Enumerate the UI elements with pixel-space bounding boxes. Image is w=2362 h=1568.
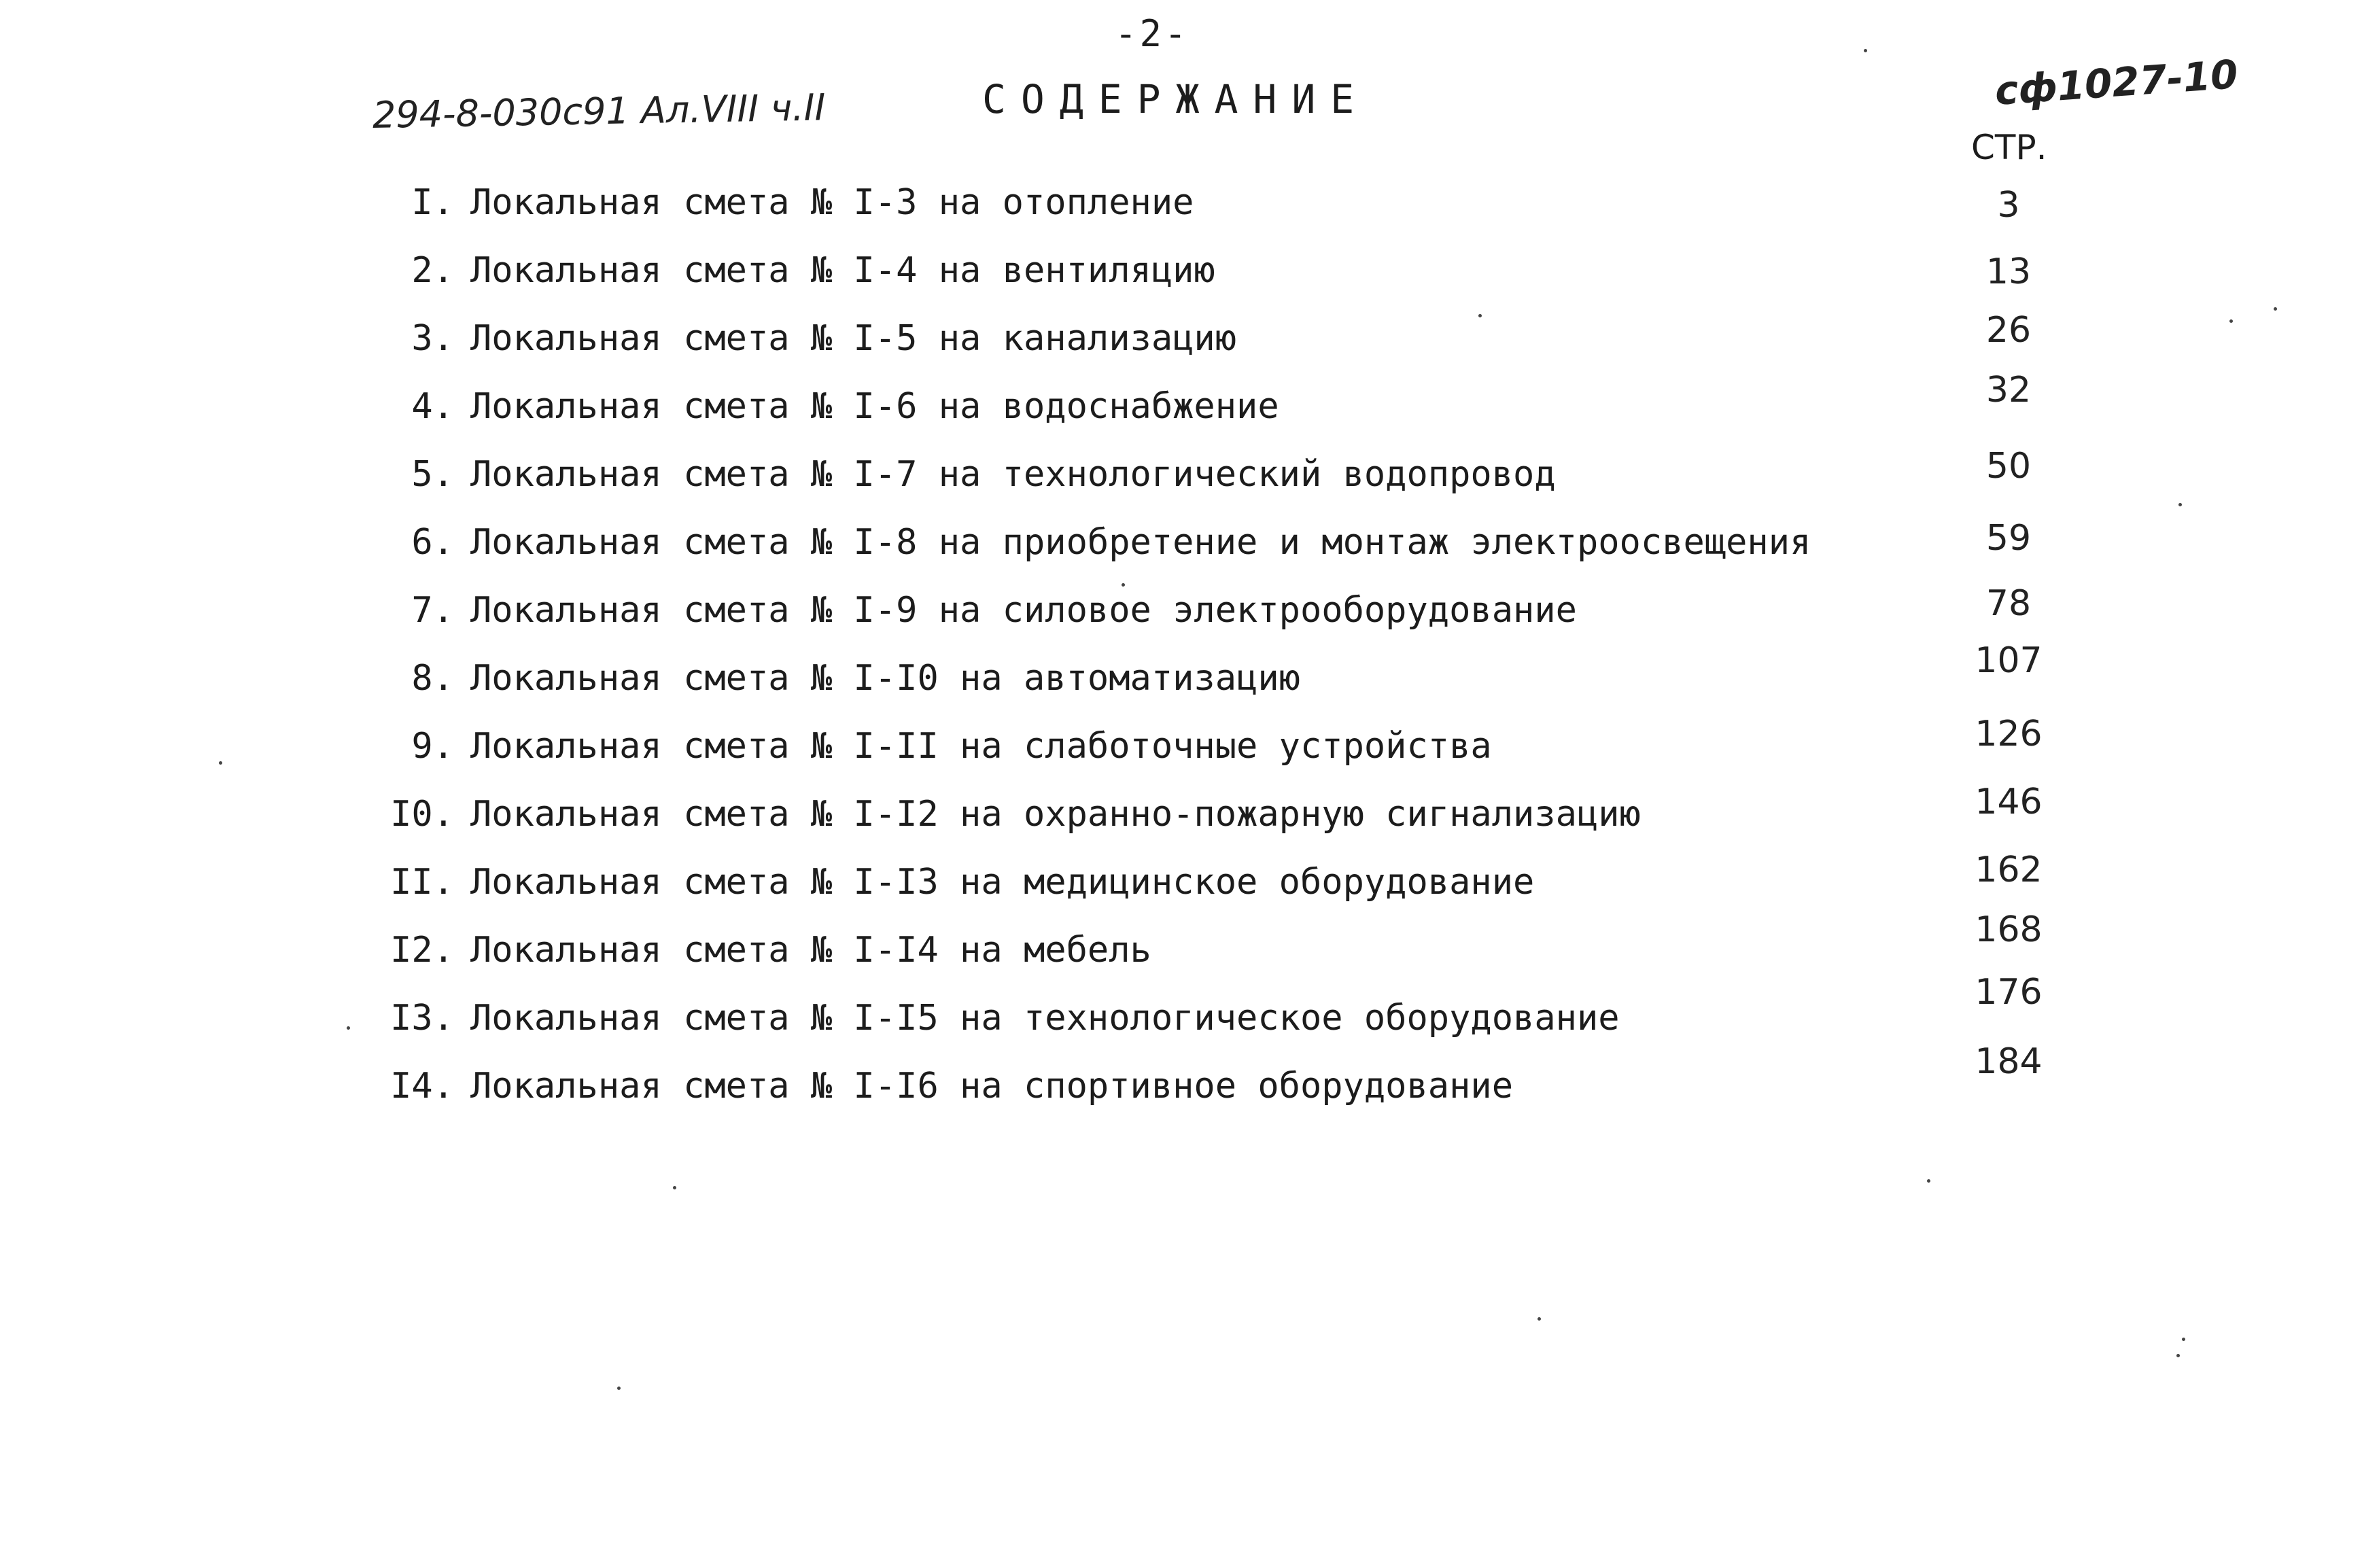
toc-item-text: Локальная смета № I-3 на отопление [470, 182, 1194, 223]
toc-item [372, 182, 1868, 250]
page-reference: 126 [1975, 714, 2043, 754]
page-reference: 168 [1975, 909, 2043, 950]
page-reference: 3 [1997, 185, 2020, 226]
scan-speck [673, 1186, 676, 1189]
toc-item-number: I3. [390, 998, 454, 1039]
toc-item-number: I. [411, 182, 454, 223]
toc-item-text: Локальная смета № I-6 на водоснабжение [470, 386, 1279, 427]
page-reference: 162 [1975, 850, 2043, 890]
scan-speck [2229, 319, 2233, 323]
page-reference-column [1958, 0, 2066, 1568]
toc-item [372, 386, 1868, 454]
toc-item-number: I4. [390, 1066, 454, 1107]
scan-speck [219, 761, 222, 765]
toc-item-number: I0. [390, 794, 454, 835]
toc-item-number: 2. [411, 250, 454, 291]
scan-speck [1927, 1179, 1930, 1183]
toc-item [372, 318, 1868, 386]
toc-item [372, 658, 1868, 726]
toc-item [372, 794, 1868, 862]
page-reference: 13 [1985, 251, 2032, 292]
toc-item-text: Локальная смета № I-4 на вентиляцию [470, 250, 1215, 291]
scan-speck [347, 1026, 350, 1030]
page-reference: 59 [1985, 518, 2032, 559]
table-of-contents [372, 182, 1868, 1134]
toc-item-number: 4. [411, 386, 454, 427]
scan-speck [617, 1387, 621, 1390]
page-column-header: СТР. [1971, 128, 2047, 167]
page-reference: 32 [1985, 370, 2032, 411]
page-reference: 78 [1985, 583, 2032, 624]
toc-item-number: 3. [411, 318, 454, 359]
toc-item-text: Локальная смета № I-9 на силовое электрооборудование [470, 590, 1577, 631]
toc-item-text: Локальная смета № I-I2 на охранно-пожарную сигнализацию [470, 794, 1641, 835]
page-number: -2- [1115, 12, 1189, 55]
handwritten-doc-code: 294-8-030с91 Ал.VIII ч.II [372, 86, 826, 137]
toc-item-number: 8. [411, 658, 454, 699]
scan-speck [1538, 1317, 1541, 1321]
toc-item-text: Локальная смета № I-II на слаботочные устройства [470, 726, 1492, 767]
scan-speck [1122, 583, 1125, 587]
page-reference: 107 [1975, 640, 2043, 681]
toc-item-text: Локальная смета № I-I3 на медицинское оборудование [470, 862, 1535, 903]
toc-item-text: Локальная смета № I-I5 на технологическое оборудование [470, 998, 1620, 1039]
toc-item-number: 6. [411, 522, 454, 563]
toc-item-number: I2. [390, 930, 454, 971]
page-reference: 26 [1985, 310, 2032, 351]
handwritten-archive-code: сф1027-10 [1993, 51, 2240, 114]
toc-item [372, 1066, 1868, 1134]
toc-item-text: Локальная смета № I-I4 на мебель [470, 930, 1151, 971]
toc-item [372, 726, 1868, 794]
page-reference: 146 [1975, 782, 2043, 822]
scan-speck [2182, 1338, 2185, 1341]
toc-item [372, 522, 1868, 590]
toc-item [372, 930, 1868, 998]
toc-item-number: II. [390, 862, 454, 903]
toc-item-text: Локальная смета № I-7 на технологический водопровод [470, 454, 1556, 495]
toc-item-text: Локальная смета № I-8 на приобретение и монтаж электроосвещения [470, 522, 1811, 563]
page-reference: 184 [1975, 1041, 2043, 1082]
scan-speck [2274, 307, 2277, 311]
toc-item [372, 590, 1868, 658]
page-title: СОДЕРЖАНИЕ [982, 76, 1370, 122]
toc-item-number: 9. [411, 726, 454, 767]
scan-speck [2176, 1354, 2180, 1357]
toc-item-text: Локальная смета № I-I6 на спортивное оборудование [470, 1066, 1514, 1107]
toc-item-text: Локальная смета № I-5 на канализацию [470, 318, 1237, 359]
toc-item-number: 5. [411, 454, 454, 495]
scan-speck [1864, 49, 1867, 52]
page-reference: 50 [1985, 446, 2032, 487]
toc-item [372, 250, 1868, 318]
scan-speck [1478, 314, 1482, 317]
toc-item-text: Локальная смета № I-I0 на автоматизацию [470, 658, 1300, 699]
scan-speck [2178, 503, 2182, 506]
toc-item [372, 454, 1868, 522]
toc-item-number: 7. [411, 590, 454, 631]
toc-item [372, 998, 1868, 1066]
toc-item [372, 862, 1868, 930]
page-reference: 176 [1975, 972, 2043, 1013]
